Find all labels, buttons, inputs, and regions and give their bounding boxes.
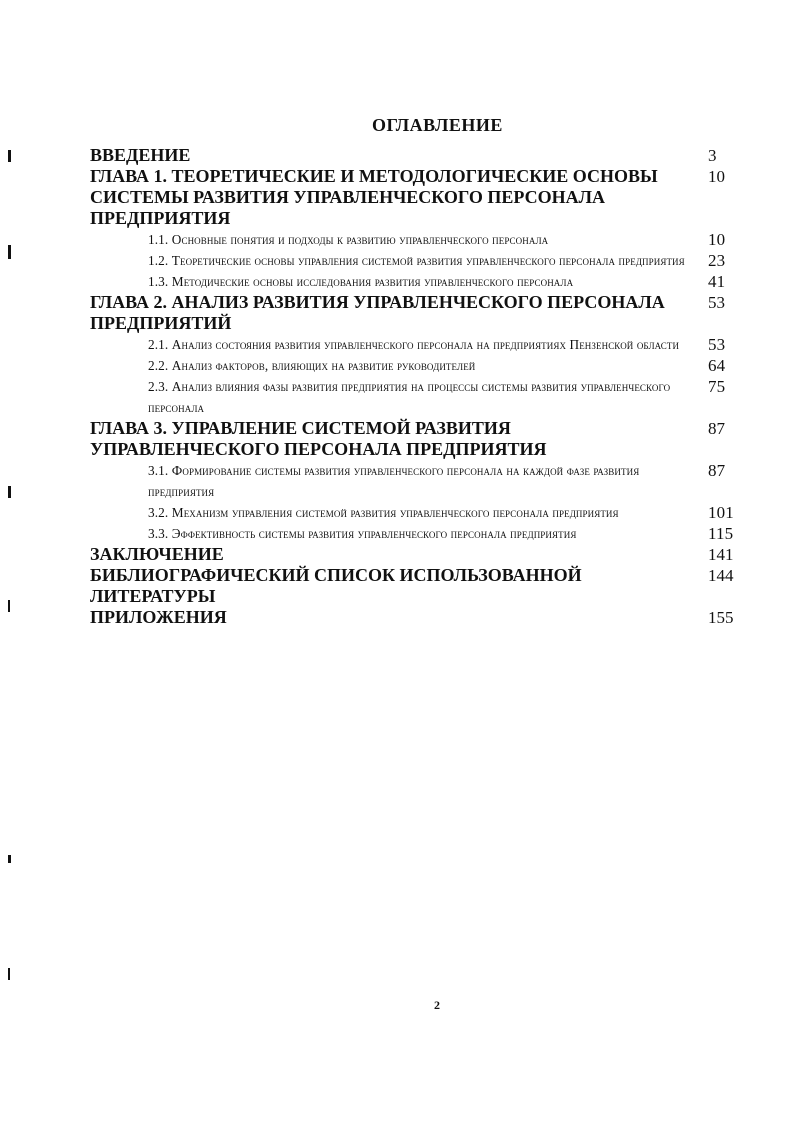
- toc-entry-section-2-1[interactable]: [148, 334, 726, 355]
- toc-entry-text: 2.2. Анализ факторов, влияющих на развитие руководителей: [148, 358, 476, 373]
- toc-entry-conclusion[interactable]: [90, 544, 734, 565]
- scan-mark: [8, 150, 11, 162]
- toc-entry-page: 64: [708, 356, 726, 375]
- toc-entry-page: 10: [708, 167, 725, 186]
- toc-entry-introduction[interactable]: [90, 145, 717, 166]
- toc-entry-page: 53: [708, 293, 725, 312]
- toc-entry-page: 87: [708, 461, 726, 480]
- toc-entry-page: 41: [708, 272, 726, 291]
- toc-entry-chapter-2[interactable]: [90, 292, 725, 334]
- scan-mark: [8, 968, 10, 980]
- scan-mark: [8, 245, 11, 259]
- toc-entry-section-3-3[interactable]: [148, 523, 734, 544]
- scan-mark: [8, 855, 11, 863]
- toc-entry-section-2-2[interactable]: [148, 355, 726, 376]
- toc-entry-page: 144: [708, 566, 734, 585]
- table-of-contents: [0, 145, 792, 628]
- toc-entry-page: 23: [708, 251, 726, 270]
- toc-entry-page: 75: [708, 377, 726, 396]
- toc-entry-text: ГЛАВА 2. АНАЛИЗ РАЗВИТИЯ УПРАВЛЕНЧЕСКОГО ПЕРСОНАЛА ПРЕДПРИЯТИЙ: [90, 292, 665, 333]
- toc-entry-text: 1.3. Методические основы исследования развития управленческого персонала: [148, 274, 574, 289]
- toc-entry-chapter-1[interactable]: [90, 166, 725, 229]
- toc-entry-section-3-1[interactable]: [148, 460, 726, 502]
- page-number: 2: [434, 998, 440, 1012]
- toc-entry-text: 1.2. Теоретические основы управления системой развития управленческого персонала предприятия: [148, 253, 685, 268]
- toc-entry-appendices[interactable]: [90, 607, 734, 628]
- toc-entry-page: 3: [708, 146, 717, 165]
- toc-entry-section-1-2[interactable]: [148, 250, 726, 271]
- toc-entry-page: 10: [708, 230, 726, 249]
- toc-entry-page: 87: [708, 419, 725, 438]
- toc-entry-text: 1.1. Основные понятия и подходы к развитию управленческого персонала: [148, 232, 549, 247]
- toc-entry-section-3-2[interactable]: [148, 502, 734, 523]
- toc-entry-text: 2.3. Анализ влияния фазы развития предприятия на процессы системы развития управленческого персонала: [148, 379, 671, 415]
- toc-entry-chapter-3[interactable]: [90, 418, 725, 460]
- toc-entry-text: 3.2. Механизм управления системой развития управленческого персонала предприятия: [148, 505, 619, 520]
- toc-entry-page: 53: [708, 335, 726, 354]
- toc-entry-text: ГЛАВА 3. УПРАВЛЕНИЕ СИСТЕМОЙ РАЗВИТИЯ УПРАВЛЕНЧЕСКОГО ПЕРСОНАЛА ПРЕДПРИЯТИЯ: [90, 418, 547, 459]
- scan-mark: [8, 600, 10, 612]
- toc-entry-text: ПРИЛОЖЕНИЯ: [90, 607, 227, 627]
- toc-entry-section-2-3[interactable]: [148, 376, 726, 418]
- toc-entry-text: 2.1. Анализ состояния развития управленческого персонала на предприятиях Пензенской области: [148, 337, 680, 352]
- toc-entry-text: 3.1. Формирование системы развития управленческого персонала на каждой фазе развития предприятия: [148, 463, 640, 499]
- toc-entry-page: 141: [708, 545, 734, 564]
- scan-mark: [8, 486, 11, 498]
- toc-entry-bibliography[interactable]: [90, 565, 734, 607]
- toc-entry-section-1-3[interactable]: [148, 271, 726, 292]
- toc-entry-text: ГЛАВА 1. ТЕОРЕТИЧЕСКИЕ И МЕТОДОЛОГИЧЕСКИЕ ОСНОВЫ СИСТЕМЫ РАЗВИТИЯ УПРАВЛЕНЧЕСКОГО ПЕРСОНАЛА ПРЕДПРИЯТИЯ: [90, 166, 658, 228]
- toc-entry-text: БИБЛИОГРАФИЧЕСКИЙ СПИСОК ИСПОЛЬЗОВАННОЙ ЛИТЕРАТУРЫ: [90, 565, 582, 606]
- toc-entry-text: 3.3. Эффективность системы развития управленческого персонала предприятия: [148, 526, 577, 541]
- toc-entry-section-1-1[interactable]: [148, 229, 726, 250]
- toc-entry-page: 115: [708, 524, 734, 543]
- toc-heading-text: ОГЛАВЛЕНИЕ: [372, 115, 503, 135]
- toc-entry-page: 101: [708, 503, 734, 522]
- toc-entry-page: 155: [708, 608, 734, 627]
- toc-entry-text: ЗАКЛЮЧЕНИЕ: [90, 544, 224, 564]
- toc-entry-text: ВВЕДЕНИЕ: [90, 145, 191, 165]
